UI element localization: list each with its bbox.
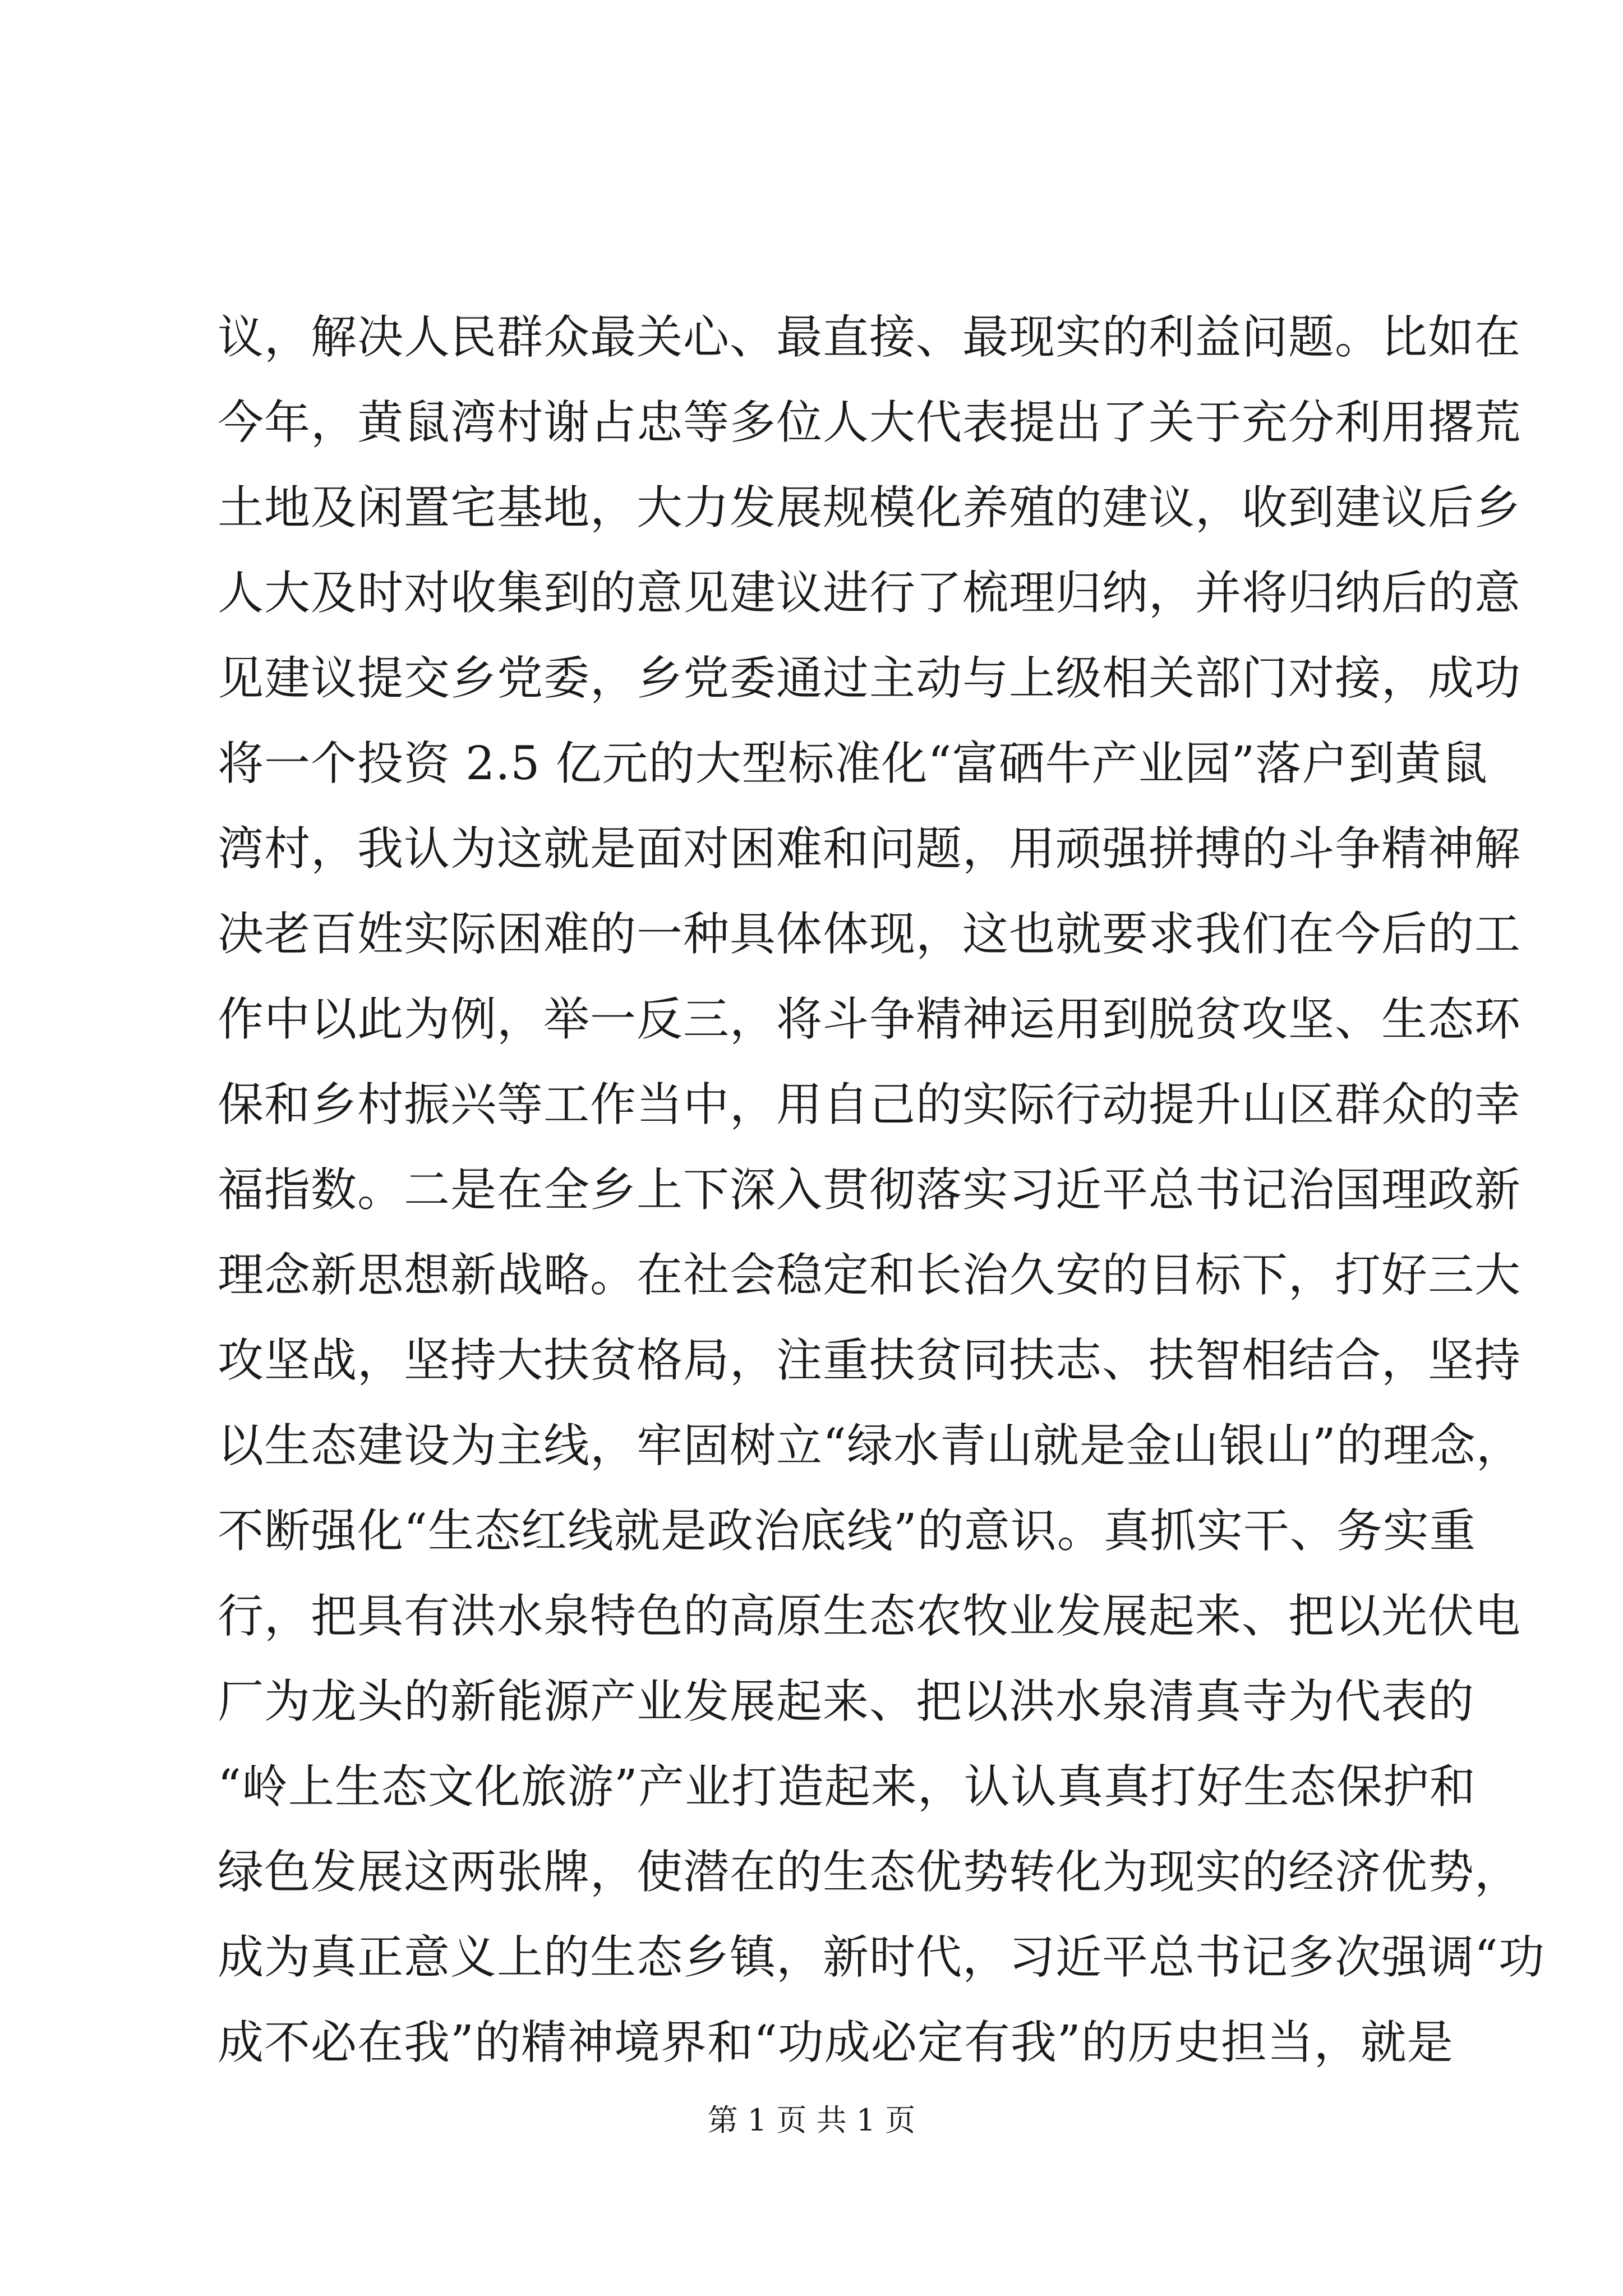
text-line: 保和乡村振兴等工作当中，用自己的实际行动提升山区群众的幸 xyxy=(218,1078,1521,1131)
text-line: 攻坚战，坚持大扶贫格局，注重扶贫同扶志、扶智相结合，坚持 xyxy=(218,1334,1521,1387)
text-line: 见建议提交乡党委，乡党委通过主动与上级相关部门对接，成功 xyxy=(218,652,1521,705)
text-line: 成为真正意义上的生态乡镇，新时代，习近平总书记多次强调“功 xyxy=(218,1931,1545,1984)
text-line: “岭上生态文化旅游”产业打造起来，认认真真打好生态保护和 xyxy=(218,1760,1476,1814)
text-line: 不断强化“生态红线就是政治底线”的意识。真抓实干、务实重 xyxy=(218,1504,1476,1558)
text-line: 议，解决人民群众最关心、最直接、最现实的利益问题。比如在 xyxy=(218,311,1521,364)
body-text xyxy=(218,295,1545,2086)
text-line: 厂为龙头的新能源产业发展起来、把以洪水泉清真寺为代表的 xyxy=(218,1675,1475,1728)
text-line: 以生态建设为主线，牢固树立“绿水青山就是金山银山”的理念， xyxy=(218,1419,1523,1473)
page-footer xyxy=(0,2101,1623,2140)
page-number-label: 第 1 页 共 1 页 xyxy=(707,2102,916,2138)
text-line: 人大及时对收集到的意见建议进行了梳理归纳，并将归纳后的意 xyxy=(218,567,1521,620)
text-line: 湾村，我认为这就是面对困难和问题，用顽强拼搏的斗争精神解 xyxy=(218,822,1521,876)
text-line: 理念新思想新战略。在社会稳定和长治久安的目标下，打好三大 xyxy=(218,1249,1521,1302)
text-line: 今年，黄鼠湾村谢占忠等多位人大代表提出了关于充分利用撂荒 xyxy=(218,396,1521,449)
text-line: 行，把具有洪水泉特色的高原生态农牧业发展起来、把以光伏电 xyxy=(218,1590,1521,1643)
text-line: 福指数。二是在全乡上下深入贯彻落实习近平总书记治国理政新 xyxy=(218,1163,1521,1217)
text-line: 绿色发展这两张牌，使潜在的生态优势转化为现实的经济优势， xyxy=(218,1846,1521,1899)
text-line: 决老百姓实际困难的一种具体体现，这也就要求我们在今后的工 xyxy=(218,908,1521,961)
text-line: 将一个投资 2.5 亿元的大型标准化“富硒牛产业园”落户到黄鼠 xyxy=(218,737,1488,790)
text-line: 土地及闲置宅基地，大力发展规模化养殖的建议，收到建议后乡 xyxy=(218,481,1521,535)
text-line: 作中以此为例，举一反三，将斗争精神运用到脱贫攻坚、生态环 xyxy=(218,993,1521,1046)
text-line: 成不必在我”的精神境界和“功成必定有我”的历史担当，就是 xyxy=(218,2016,1454,2069)
